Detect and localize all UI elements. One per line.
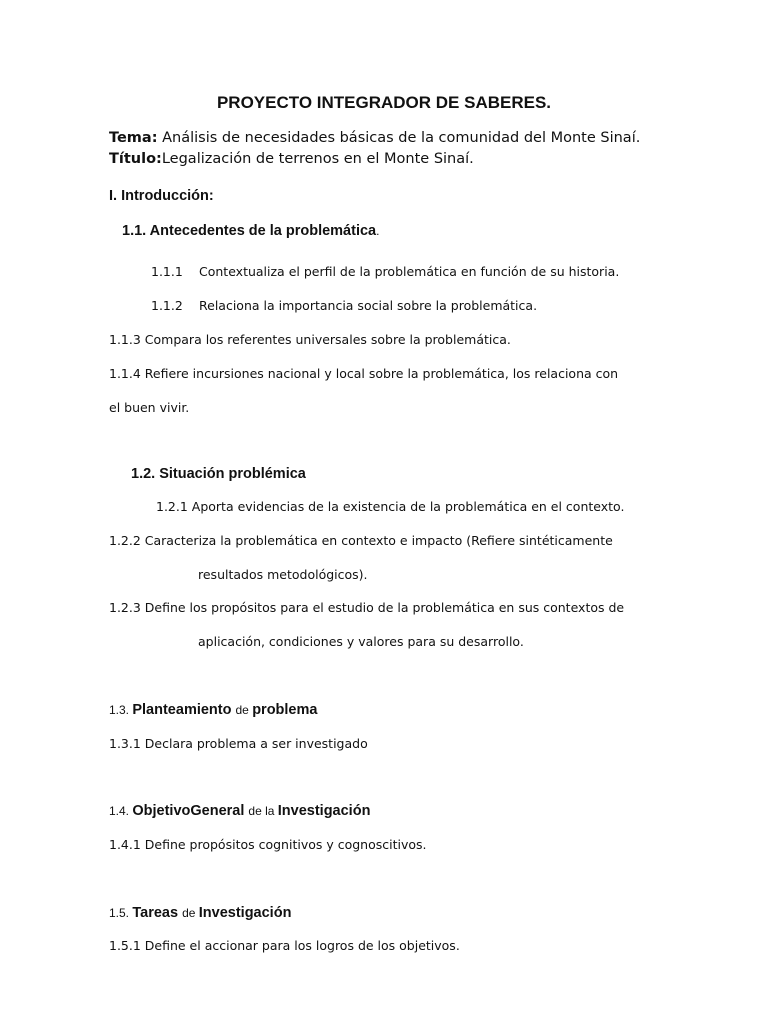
item-1-2-3-line2: aplicación, condiciones y valores para su desarrollo. [198, 634, 524, 649]
tema-text: Análisis de necesidades básicas de la comunidad del Monte Sinaí. [157, 130, 641, 146]
item-1-3-1: 1.3.1 Declara problema a ser investigado [109, 736, 368, 751]
item-1-1-4-line1: 1.1.4 Refiere incursiones nacional y local sobre la problemática, los relaciona con [109, 366, 619, 381]
item-1-4-1: 1.4.1 Define propósitos cognitivos y cognoscitivos. [109, 837, 427, 852]
item-1-2-3-line1: 1.2.3 Define los propósitos para el estudio de la problemática en sus contextos de [109, 600, 625, 615]
section-1-3-word-2: de [235, 703, 253, 717]
titulo-label: Título: [109, 151, 162, 167]
section-1-5-heading [109, 906, 291, 921]
item-1-2-2-line1: 1.2.2 Caracteriza la problemática en contexto e impacto (Refiere sintéticamente [109, 533, 613, 548]
section-1-5-word-1: Tareas [132, 905, 183, 921]
titulo-text: Legalización de terrenos en el Monte Sinaí. [161, 151, 474, 167]
item-1-1-4-line2: el buen vivir. [109, 400, 190, 415]
item-1-1-2-text: Relaciona la importancia social sobre la problemática. [199, 298, 538, 313]
section-1-5-word-3: Investigación [198, 905, 292, 921]
item-1-2-1: 1.2.1 Aporta evidencias de la existencia de la problemática en el contexto. [156, 499, 625, 514]
section-1-4-word-1: ObjetivoGeneral [132, 803, 249, 819]
section-1-2-heading: 1.2. Situación problémica [131, 466, 306, 482]
document-title: PROYECTO INTEGRADOR DE SABERES. [216, 93, 552, 112]
section-1-3-word-3: problema [252, 702, 318, 718]
section-1-3-number: 1.3. [109, 703, 133, 717]
section-1-4-heading [109, 804, 370, 819]
section-1-1-heading-suffix: . [376, 224, 380, 238]
tema-line [109, 131, 640, 146]
section-1-4-word-3: Investigación [277, 803, 371, 819]
item-1-5-1: 1.5.1 Define el accionar para los logros de los objetivos. [109, 938, 460, 953]
section-1-1-heading [122, 224, 379, 239]
section-1-3-heading [109, 703, 317, 718]
section-1-4-word-2: de la [248, 804, 278, 818]
section-1-1-heading-text: 1.1. Antecedentes de la problemática [122, 223, 377, 239]
item-1-1-3: 1.1.3 Compara los referentes universales sobre la problemática. [109, 332, 511, 347]
section-1-5-word-2: de [182, 906, 199, 920]
item-1-2-2-line2: resultados metodológicos). [198, 567, 368, 582]
titulo-line [109, 152, 474, 167]
tema-label: Tema: [109, 130, 158, 146]
section-1-4-number: 1.4. [109, 804, 133, 818]
intro-heading: I. Introducción: [109, 188, 214, 204]
item-1-1-1-number: 1.1.1 [151, 264, 183, 279]
item-1-1-2 [151, 300, 537, 313]
item-1-1-2-number: 1.1.2 [151, 298, 183, 313]
section-1-5-number: 1.5. [109, 906, 133, 920]
item-1-1-1 [151, 266, 619, 279]
item-1-1-1-text: Contextualiza el perfil de la problemática en función de su historia. [199, 264, 620, 279]
section-1-3-word-1: Planteamiento [132, 702, 236, 718]
